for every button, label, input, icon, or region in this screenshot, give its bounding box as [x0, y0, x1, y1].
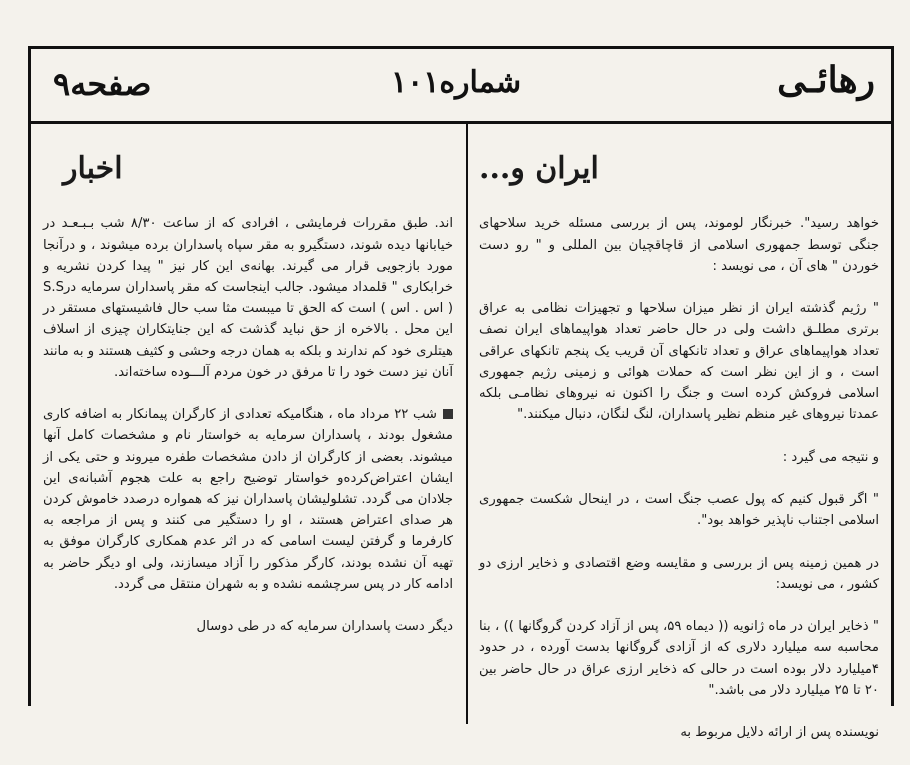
news-paragraph-2-wrap: [43, 404, 453, 595]
article-paragraph-1: خواهد رسید". خبرنگار لوموند، پس از بررسی مسئله خرید سلاحهای جنگی توسط جمهوری اسلامی از قاچاقچیان بین المللی و " رو دست خوردن " های آن ، می نویسد :: [479, 216, 879, 274]
news-paragraph-1: اند. طبق مقررات فرمایشی ، افرادی که از ساعت ۸/۳۰ شب بـبـعـد در خیابانها دیده شوند، دستگیرو به مقر سپاه پاسداران برده میشوند ، و درآنجا مورد بازجویی قرار می گیرند. بهانه‌ی این کار نیز " پیدا کردن نشریه و خرابکاری " قلمداد میشود. جالب اینجاست که مقر پاسداران سرمایه درS.S ( اس . اس ) است که الحق تا میبست مثا سب حال فاشیستهای مستقر در این محل . بالاخره از حق نباید گذشت که این جنایتکاران چیزی از اسلاف هیتلری خود کم ندارند و بلکه به همان درجه وحشی و کثیف هستند و به مانند آنان نیز دست خود را تا مرفق در خون مردم آلـــوده ساخته‌اند.: [42, 216, 453, 380]
article-paragraph-4: " اگر قبول کنیم که پول عصب جنگ است ، در اینحال شکست جمهوری اسلامی اجتناب ناپذیر خواهد بود".: [479, 492, 879, 529]
page-number: صفحه۹: [53, 65, 152, 103]
issue-number: شماره۱۰۱: [391, 65, 522, 100]
article-paragraph-2: " رژیم گذشته ایران از نظر میزان سلاحها و تجهیزات نظامی به عراق برتری مطلـق داشت ولی در حال حاضر تعداد هواپیماهای ایران نصف تعداد هواپیماهای عراق و تعداد تانکهای آن قریب یک پنجم تانکهای عراقی است ، و از این نظر است که حملات هوائی و زمینی رژیم جمهوری اسلامی فروکش کرده است و جنگ را اکنون نه نیروهای نظامـی بلکه عمدتا نیروهای غیر منظم نظیر پاسداران، لنگ لنگان، دنبال میکنند.": [479, 301, 879, 423]
article-paragraph-7: نویسنده پس از ارائه دلایل مربوط به: [680, 725, 879, 741]
article-title: ایران و...: [479, 151, 599, 187]
publication-title: رهائـی: [777, 59, 875, 101]
news-column: [43, 129, 453, 659]
column-divider: [466, 124, 468, 724]
article-paragraph-3: و نتیجه می گیرد :: [782, 449, 879, 465]
news-section-title: اخبار: [63, 151, 123, 187]
news-paragraph-2: شب ۲۲ مرداد ماه ، هنگامیکه تعدادی از کارگران پیمانکار به اضافه کاری مشغول بودند ، پاسداران سرمایه به خواستار نام و مشخصات کامل آنها میشوند. بعضی از کارگران از دادن مشخصات طفره میروند و حتی یکی از ایشان اعتراض‌کرده‌و خواستار توضیح راجع به علت هجوم آشبانه‌ی این جلادان می گردد. تشلولیشان پاسداران نیز که همواره درصدد خاموش کردن هر صدای اعتراض هستند ، او را دستگیر می کنند و پس از مراجعه به کارفرما و گرفتن لیست اسامی که در اثر عدم همکاری کارگران موفق به تهیه آن نشده بودند، کارگر مذکور را آزاد میسازند، ولی او دیگر حاضر به ادامه کار در پس سرچشمه نشده و به شهران منتقل می گردد.: [43, 407, 453, 592]
page-frame: [28, 46, 894, 741]
bullet-marker-icon: [443, 409, 453, 419]
page-header: [31, 49, 891, 124]
news-paragraph-3: دیگر دست پاسداران سرمایه که در طی دوسال: [196, 619, 453, 635]
article-paragraph-5: در همین زمینه پس از بررسی و مقایسه وضع اقتصادی و ذخایر ارزی دو کشور ، می نویسد:: [479, 555, 879, 592]
article-column: [479, 129, 879, 765]
article-paragraph-6: " ذخایر ایران در ماه ژانویه (( دیماه ۵۹، پس از آزاد کردن گروگانها )) ، بنا محاسبه سه میلیارد دلاری که از آزادی گروگانها بدست آورده ، در حدود ۴میلیارد دلار بوده است در حالی که ذخایر ارزی عراق در حال حاضر بین ۲۰ تا ۲۵ میلیارد دلار می باشد.": [479, 619, 879, 698]
